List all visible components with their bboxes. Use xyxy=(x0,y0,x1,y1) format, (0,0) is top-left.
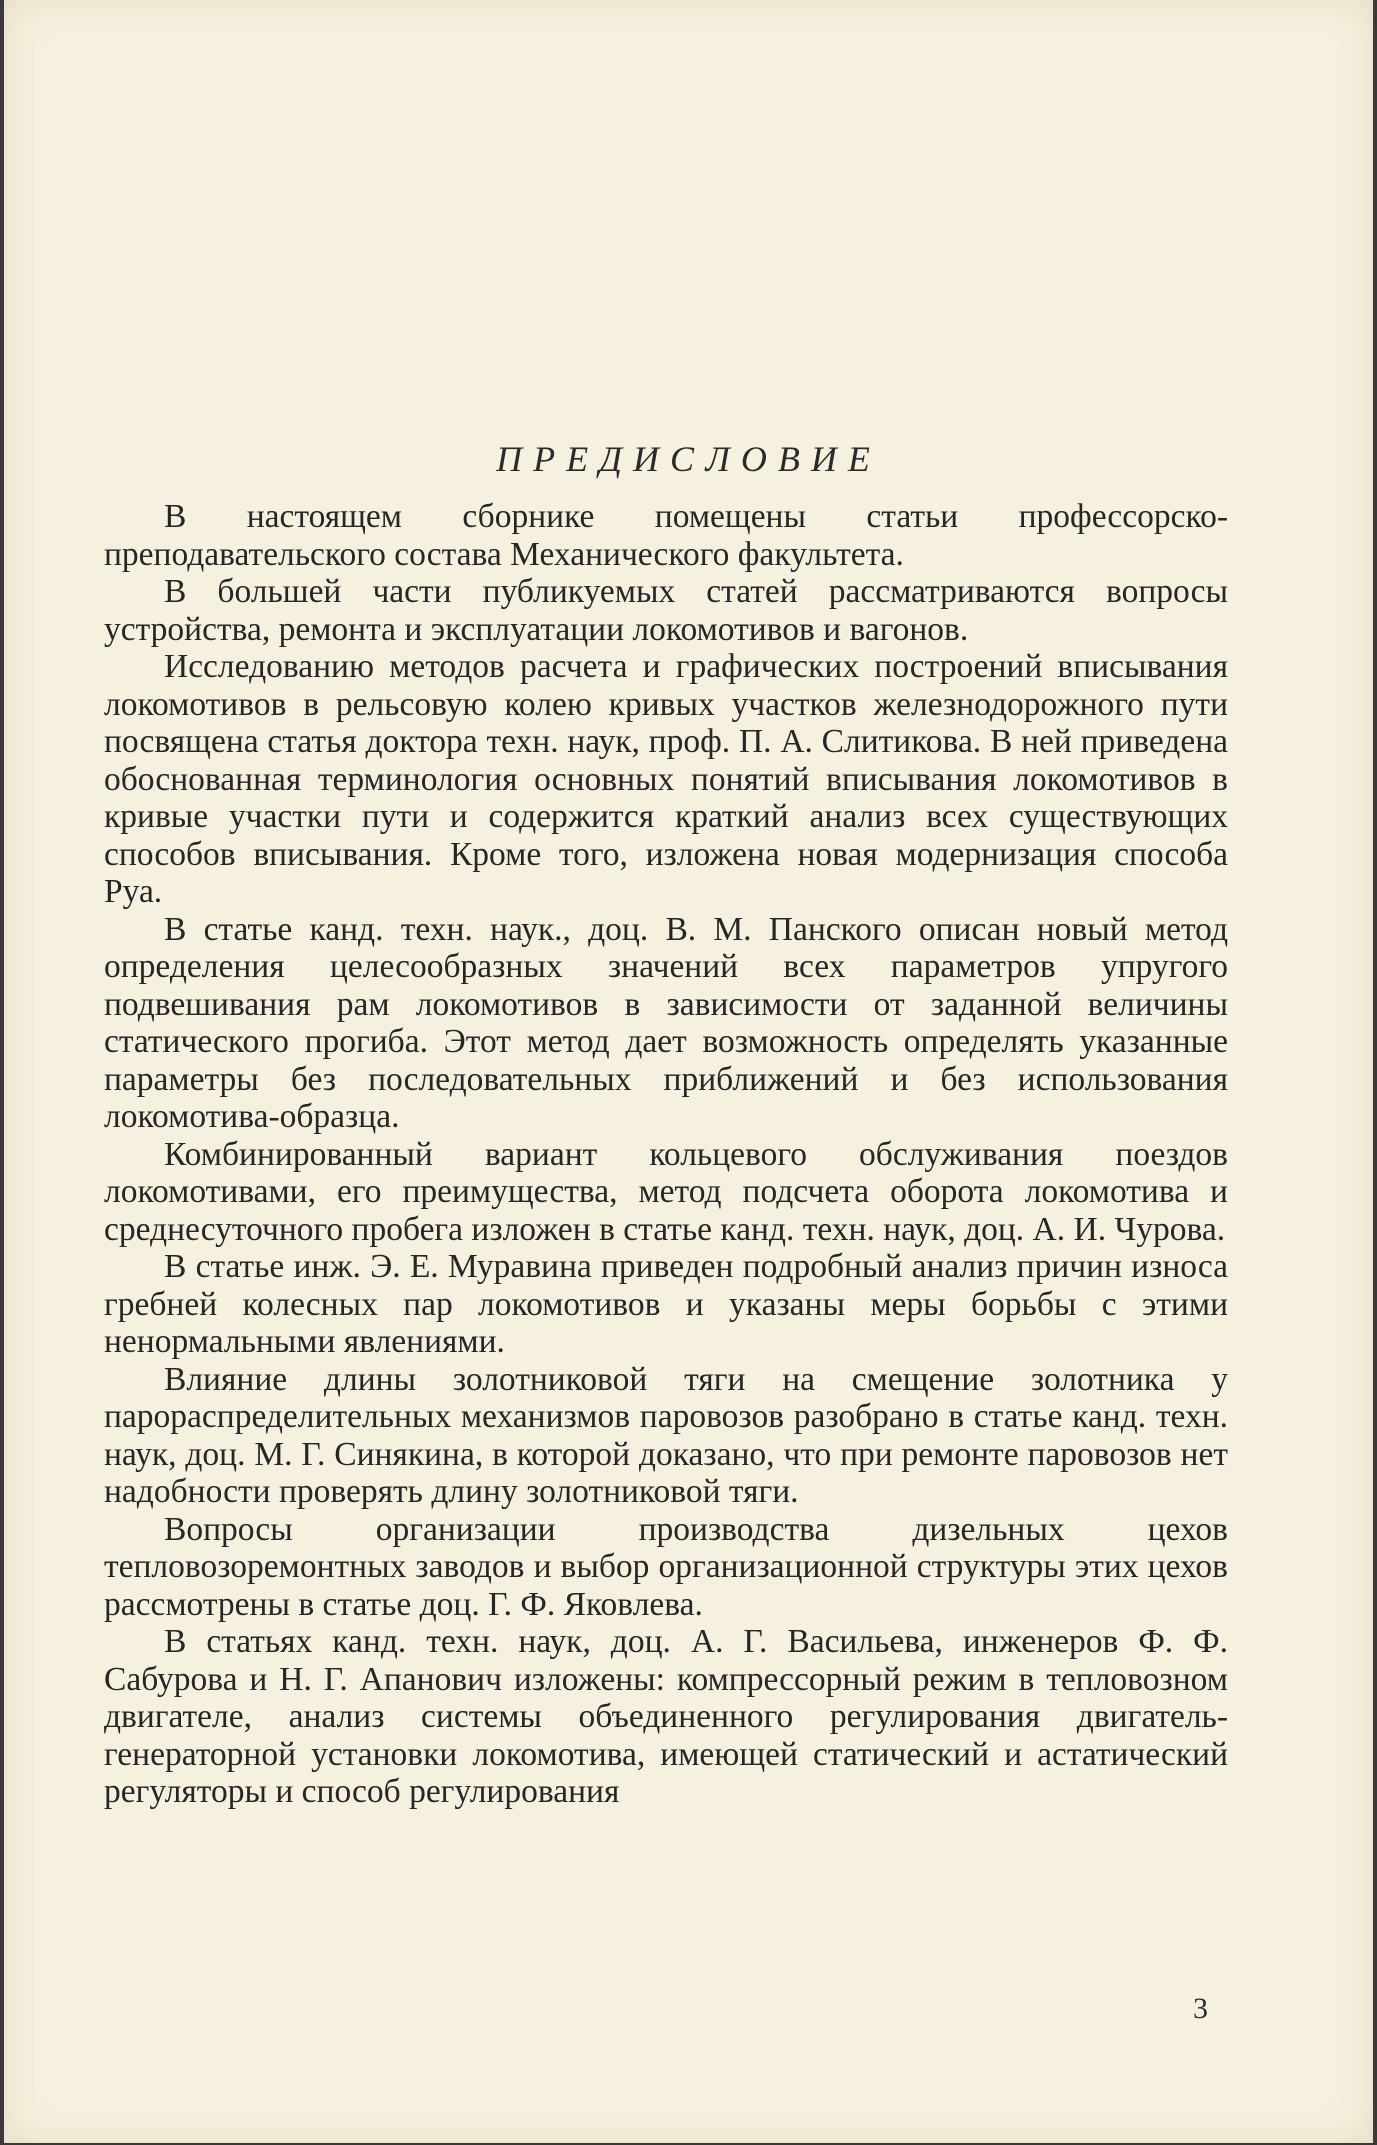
paragraph: В статье инж. Э. Е. Муравина приведен подробный анализ причин износа гребней колесных пар локомотивов и указаны меры борьбы с этими ненормальными явлениями. xyxy=(104,1248,1228,1360)
document-page xyxy=(4,0,1373,2143)
paragraph: В статьях канд. техн. наук, доц. А. Г. Васильева, инженеров Ф. Ф. Сабурова и Н. Г. Апанович изложены: компрессорный режим в тепловозном двигателе, анализ системы объединенного регулирования двигатель-генераторной установки локомотива, имеющей статический и астатический регуляторы и способ регулирования xyxy=(104,1623,1228,1810)
paragraph: В большей части публикуемых статей рассматриваются вопросы устройства, ремонта и эксплуатации локомотивов и вагонов. xyxy=(104,573,1228,648)
paragraph: В статье канд. техн. наук., доц. В. М. Панского описан новый метод определения целесообразных значений всех параметров упругого подвешивания рам локомотивов в зависимости от заданной величины статического прогиба. Этот метод дает возможность определять указанные параметры без последовательных приближений и без использования локомотива-образца. xyxy=(104,910,1228,1135)
page-heading: ПРЕДИСЛОВИЕ xyxy=(496,439,881,479)
paragraph: Вопросы организации производства дизельных цехов тепловозоремонтных заводов и выбор организационной структуры этих цехов рассмотрены в статье доц. Г. Ф. Яковлева. xyxy=(104,1510,1228,1623)
body-text xyxy=(104,498,1228,1811)
paragraph: Исследованию методов расчета и графических построений вписывания локомотивов в рельсовую колею кривых участков железнодорожного пути посвящена статья доктора техн. наук, проф. П. А. Слитикова. В ней приведена обоснованная терминология основных понятий вписывания локомотивов в кривые участки пути и содержится краткий анализ всех существующих способов вписывания. Кроме того, изложена новая модернизация способа Руа. xyxy=(104,648,1228,910)
paragraph: Комбинированный вариант кольцевого обслуживания поездов локомотивами, его преимущества, метод подсчета оборота локомотива и среднесуточного пробега изложен в статье канд. техн. наук, доц. А. И. Чурова. xyxy=(104,1135,1228,1248)
page-number: 3 xyxy=(1193,1992,1208,2025)
paragraph: Влияние длины золотниковой тяги на смещение золотника у парораспределительных механизмов паровозов разобрано в статье канд. техн. наук, доц. М. Г. Синякина, в которой доказано, что при ремонте паровозов нет надобности проверять длину золотниковой тяги. xyxy=(104,1360,1228,1510)
paragraph: В настоящем сборнике помещены статьи профессорско-преподавательского состава Механического факультета. xyxy=(104,498,1228,573)
